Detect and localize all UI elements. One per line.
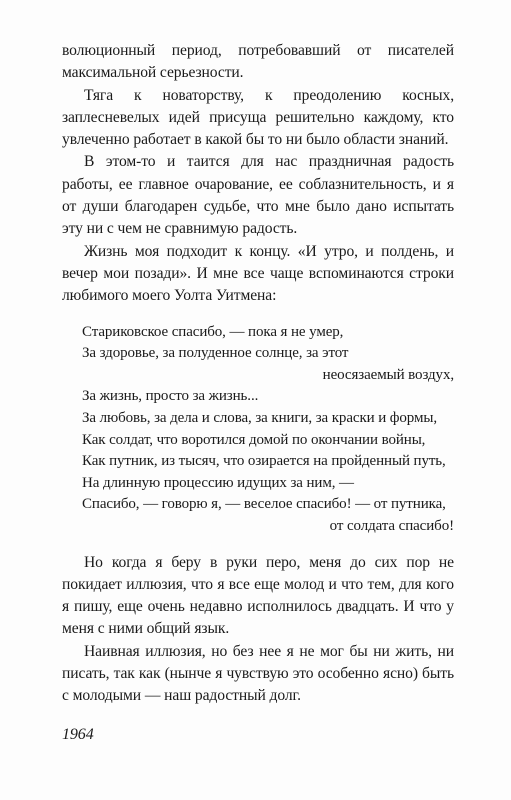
poem-line: На длинную процессию идущих за ним, — <box>82 474 354 491</box>
paragraph-5: Но когда я беру в руки перо, меня до сих пор не покидает иллюзия, что я все еще молод и что тем, для кого я пишу, еще очень недавно исполнилось двадцать. И что у меня с ними общий язык. <box>62 553 454 638</box>
paragraph-2: Тяга к новаторству, к преодолению косных, заплесневелых идей присуща решительно каждому, кто увлеченно работает в какой бы то ни было области знаний. <box>62 86 454 149</box>
paragraph-6: Наивная иллюзия, но без нее я не мог бы ни жить, ни писать, так как (нынче я чувствую это особенно ясно) быть с молодыми — наш радостный долг. <box>62 642 454 705</box>
paragraph-3: В этом-то и таится для нас праздничная радость работы, ее главное очарование, ее соблазнительность, и я от души благодарен судьбе, что мне было дано испытать эту ни с чем не сравнимую радость. <box>62 153 454 238</box>
poem-line: За здоровье, за полуденное солнце, за этот <box>82 345 349 362</box>
poem-line: Как солдат, что воротился домой по окончании войны, <box>82 431 426 448</box>
poem-line: Как путник, из тысяч, что озирается на пройденный путь, <box>82 453 446 470</box>
paragraph-4: Жизнь моя подходит к концу. «И утро, и полдень, и вечер мои позади». И мне все чаще вспоминаются строки любимого моего Уолта Уитмена: <box>62 242 454 305</box>
year-signature: 1964 <box>62 725 94 743</box>
poem-line: Спасибо, — говорю я, — веселое спасибо! — от путника, <box>82 496 446 513</box>
poem-line-continuation: от солдата спасибо! <box>329 517 454 534</box>
poem-line-continuation: неосязаемый воздух, <box>322 366 454 383</box>
poem-line: За жизнь, просто за жизнь... <box>82 388 259 405</box>
poem-line: Стариковское спасибо, — пока я не умер, <box>82 323 344 340</box>
paragraph-1: волюционный период, потребовавший от писателей максимальной серьезности. <box>62 42 454 82</box>
poem-quote <box>82 322 454 538</box>
page-text <box>62 40 454 746</box>
poem-line: За любовь, за дела и слова, за книги, за краски и формы, <box>82 409 437 426</box>
